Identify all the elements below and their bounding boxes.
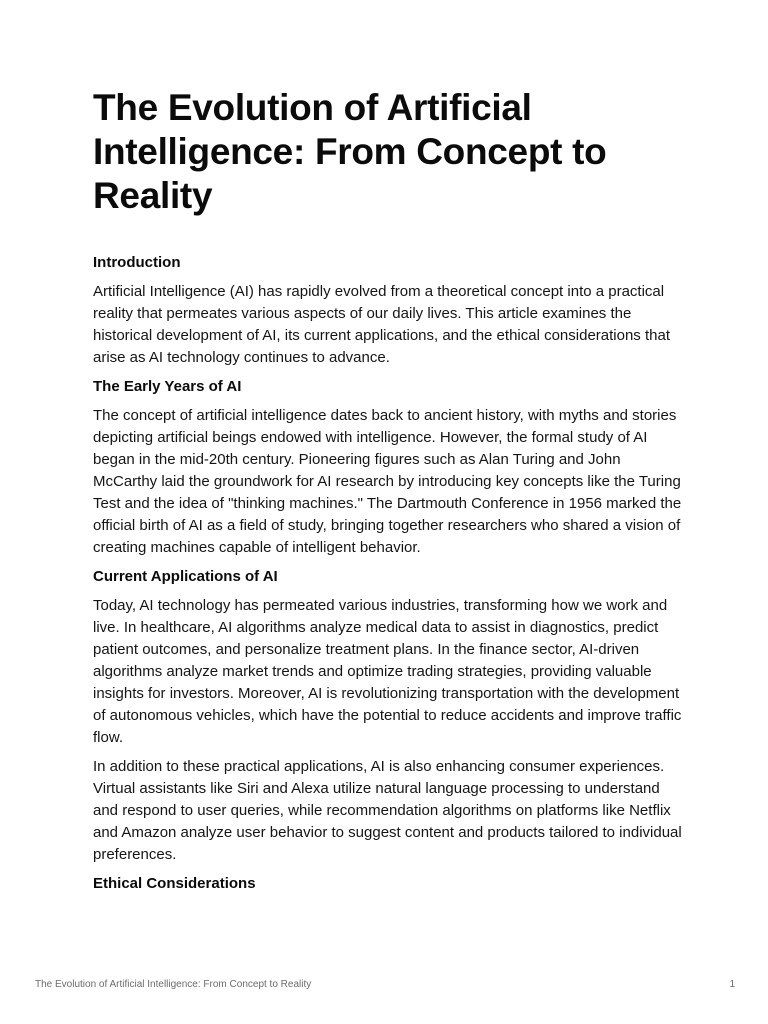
document-title: The Evolution of Artificial Intelligence: From Concept to Reality (93, 87, 607, 216)
paragraph: The concept of artificial intelligence dates back to ancient history, with myths and stories depicting artificial beings endowed with intelligence. However, the formal study of AI began in the mid-20th century. Pioneering figures such as Alan Turing and John McCarthy laid the groundwork for AI research by introducing key concepts like the Turing Test and the idea of "thinking machines." The Dartmouth Conference in 1956 marked the official birth of AI as a field of study, bringing together researchers who shared a vision of creating machines capable of intelligent behavior. (93, 407, 682, 556)
page-footer (35, 978, 735, 992)
section-ethical-considerations (93, 873, 683, 895)
section-early-years (93, 376, 683, 559)
section-heading: Ethical Considerations (93, 875, 256, 892)
footer-title: The Evolution of Artificial Intelligence: From Concept to Reality (35, 979, 312, 990)
section-heading: The Early Years of AI (93, 378, 242, 395)
section-introduction (93, 252, 683, 369)
section-heading: Current Applications of AI (93, 568, 278, 585)
section-heading: Introduction (93, 254, 181, 271)
document-body (93, 86, 683, 902)
paragraph: Artificial Intelligence (AI) has rapidly evolved from a theoretical concept into a practical reality that permeates various aspects of our daily lives. This article examines the historical development of AI, its current applications, and the ethical considerations that arise as AI technology continues to advance. (93, 283, 670, 366)
section-current-applications (93, 566, 683, 866)
paragraph: In addition to these practical applications, AI is also enhancing consumer experiences. Virtual assistants like Siri and Alexa utilize natural language processing to understand and respond to user queries, while recommendation algorithms on platforms like Netflix and Amazon analyze user behavior to suggest content and products tailored to individual preferences. (93, 758, 682, 863)
page-number: 1 (729, 979, 735, 990)
paragraph: Today, AI technology has permeated various industries, transforming how we work and live. In healthcare, AI algorithms analyze medical data to assist in diagnostics, predict patient outcomes, and personalize treatment plans. In the finance sector, AI-driven algorithms analyze market trends and optimize trading strategies, providing valuable insights for investors. Moreover, AI is revolutionizing transportation with the development of autonomous vehicles, which have the potential to reduce accidents and improve traffic flow. (93, 597, 682, 746)
